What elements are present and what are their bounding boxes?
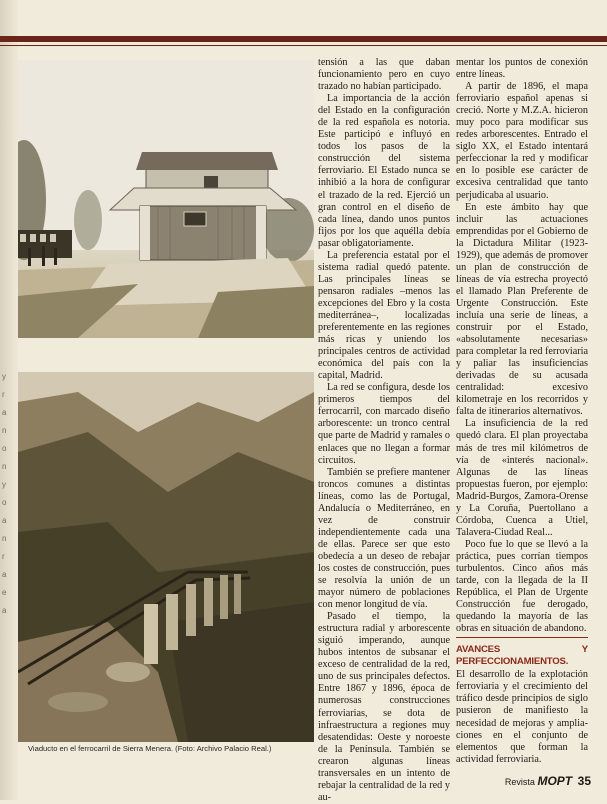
top-rule [0,36,607,42]
photo-caption: Viaducto en el ferrocarril de Sierra Menera. (Foto: Archivo Palacio Real.) [28,744,272,753]
paragraph: En este ámbito hay que incluir las actuaciones emprendidas por el Gobierno de la Dictadura Militar (1923-1929), que además de promover un plan de construcción de líneas de vía estrecha proyectó el llamado Plan Preferente de Urgente Construcción. Este incluía una serie de líneas, a construir por el Estado, «absolutamente necesarias» para completar la red ferroviaria y paliar las insuficiencias derivadas de su acusada centralidad: excesivo kilometraje en los recorridos y falta de itinerarios alternativos. [456,201,588,418]
edge-letter: y [2,480,6,489]
paragraph: La red se configura, desde los primeros tiempos del ferrocarril, con marcado diseño arborescente: un tronco central que parte de Madrid y ramales o enlaces que no llegan a formar circuitos. [318,382,450,466]
text-column-3 [456,57,588,766]
magazine-brand: MOPT [537,774,573,788]
station-illustration [18,60,314,338]
footer-label: Revista [504,777,535,787]
edge-letter: a [2,606,7,615]
edge-letter: o [2,444,7,453]
edge-letter: e [2,588,7,597]
paragraph: La importancia de la acción del Estado en la configuración de la red española es notoria. Este participó e influyó en todos los pasos de la construcción del sistema ferroviario. El Estado nunca se inhibió a la hora de configurar el trazado de la red. Ejerció un gran control en el diseño de cada línea, dando unos puntos fijos por los que aquélla debía pasar obligatoriamente. [318,93,450,249]
text-column-2 [318,57,450,804]
paragraph: La preferencia estatal por el sistema radial quedó patente. Las principales líneas se pensaron radiales –menos las excepciones del Ebro y la costa mediterránea–, localizadas preferentemente en las regiones más ricas y uniendo los principales centros de actividad económica del país con la capital, Madrid. [318,249,450,382]
edge-letter: o [2,498,7,507]
paragraph: Poco fue lo que se llevó a la práctica, pues corrían tiempos turbulentos. Cinco años más tarde, con la llegada de la II República, el Plan de Urgente Construcción fue derogado, quedando la mayoría de las obras en situación de abandono. [456,538,588,635]
station-photo [18,60,314,338]
viaduct-illustration [18,372,314,742]
paragraph: También se prefiere mantener troncos comunes a distintas líneas, como las de Portugal, Andalucía o Mediterráneo, en vez de construir independientemente cada una de ellas. Parece ser que esto obedecía a un deseo de rebajar los costes de construcción, pues se resolvía la unión de un mayor número de poblaciones con menor longitud de vía. [318,466,450,611]
edge-letter: n [2,426,7,435]
paragraph: Pasado el tiempo, la estructura radial y arborescente siguió imperando, aunque hubos intentos de subsanar el exceso de centralidad de la red, uno de sus principales defectos. Entre 1867 y 1896, época de numerosas construcciones ferroviarias, se dota de infraestructura a regiones muy desatendidas: Oeste y noroeste de la Península. También se crearon algunas líneas transversales en un intento de rebajar la centralidad de la red y au- [318,611,450,803]
page-footer [505,774,591,788]
edge-letter: a [2,570,7,579]
edge-letters [2,368,12,620]
edge-letter: a [2,516,7,525]
edge-letter: n [2,534,7,543]
edge-letter: a [2,408,7,417]
paragraph: mentar los puntos de conexión entre líneas. [456,57,588,81]
paragraph: tensión a las que daban funcionamiento pero en cuyo trazado no habían participado. [318,57,450,93]
edge-letter: n [2,462,7,471]
paragraph: A partir de 1896, el mapa ferroviario español apenas si creció. Norte y M.Z.A. hicieron muy poco para modificar sus redes arborescentes. Entrado el siglo XX, el Estado intentará perfeccionar la red y modificar en lo posible ese carácter de excesiva centralidad que tanto perjudicaba al usuario. [456,81,588,201]
edge-letter: r [2,390,5,399]
paragraph: El desarrollo de la explotación ferroviaria y el crecimiento del tráfico desde principios de siglo pusieron de manifiesto la necesidad de mejoras y amplia- ciones en el conjunto de elementos que forman la actividad ferroviaria. [456,669,588,765]
paragraph: La insuficiencia de la red quedó clara. El plan proyectaba más de tres mil kilómetros de vía de «interés nacional». Algunas de las líneas propuestas fueron, por ejemplo: Madrid-Burgos, Zamora-Orense y La Coruña, Puertollano a Córdoba, Cuenca a Utiel, Talavera-Ciudad Real... [456,418,588,538]
page-number: 35 [577,774,591,788]
edge-letter: y [2,372,6,381]
top-rule-thin [0,45,607,46]
section-rule [456,637,588,638]
viaduct-photo [18,372,314,742]
edge-letter: r [2,552,5,561]
section-heading: AVANCES Y PERFECCIONAMIENTOS. [456,644,588,668]
